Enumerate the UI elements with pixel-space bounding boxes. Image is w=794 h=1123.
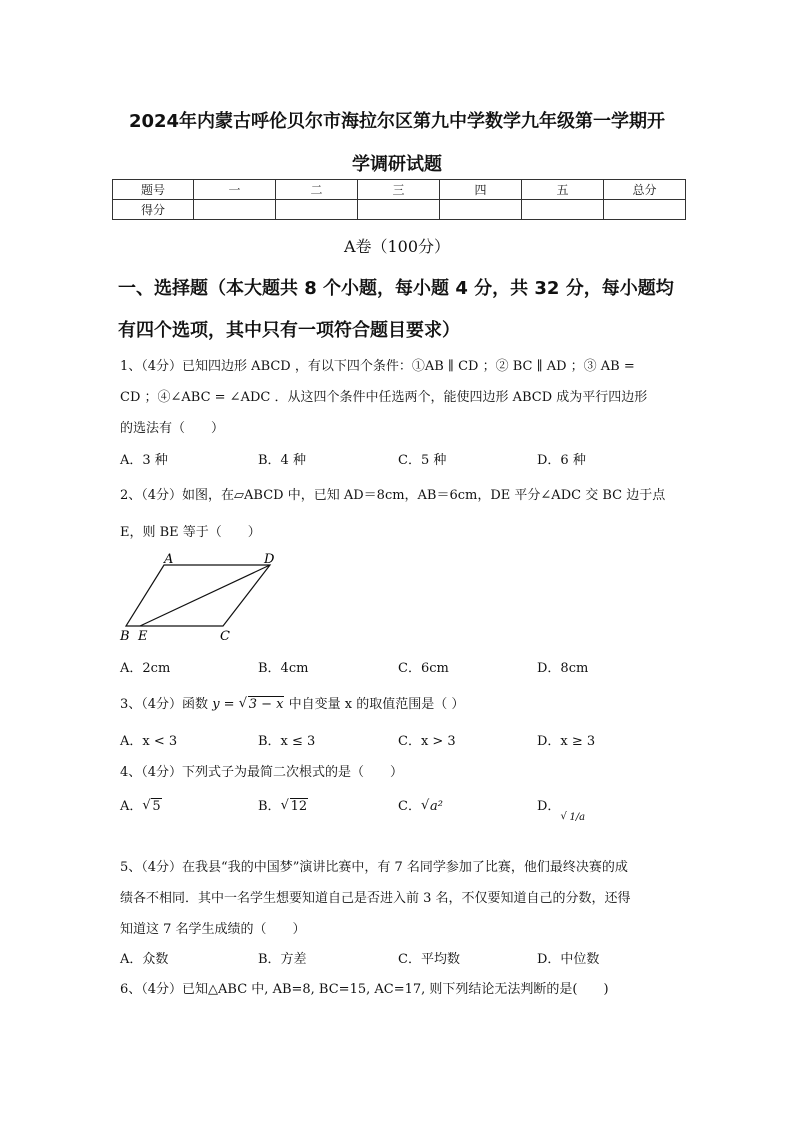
vertex-label-b: B xyxy=(120,629,130,644)
vertex-label-e: E xyxy=(138,629,148,644)
score-table xyxy=(112,179,686,220)
option-c: C．6cm xyxy=(398,661,449,676)
option-c: C．x > 3 xyxy=(398,734,456,749)
vertex-label-d: D xyxy=(264,552,275,567)
table-cell: 二 xyxy=(276,180,358,200)
option-a: A．3 种 xyxy=(120,453,168,468)
table-cell: 四 xyxy=(440,180,522,200)
option-d: D．8cm xyxy=(537,661,589,676)
score-input-cell xyxy=(440,200,522,220)
option-b: B．√ 12 xyxy=(258,795,308,814)
segment-de xyxy=(140,565,270,626)
score-input-cell xyxy=(276,200,358,220)
parallelogram-figure xyxy=(118,550,288,645)
option-b: B．x ≤ 3 xyxy=(258,734,316,749)
option-d: D．中位数 xyxy=(537,952,600,967)
table-cell: 三 xyxy=(358,180,440,200)
question-2-text: E，则 BE 等于（ ） xyxy=(120,525,261,540)
question-5-text: 知道这 7 名学生成绩的（ ） xyxy=(120,922,306,937)
vertex-label-c: C xyxy=(220,629,230,644)
question-3-text xyxy=(120,693,464,712)
question-3-suffix: 中自变量 x 的取值范围是（ ） xyxy=(288,697,465,712)
option-a: A．x < 3 xyxy=(120,734,178,749)
table-cell: 一 xyxy=(194,180,276,200)
option-b: B．方差 xyxy=(258,952,307,967)
question-2-text: 2、（4分）如图，在▱ABCD 中，已知 AD＝8cm，AB＝6cm，DE 平分∠ADC 交 BC 边于点 xyxy=(120,488,666,503)
sqrt-expression: √ 3 − x xyxy=(239,697,285,712)
score-table-header-row xyxy=(113,180,686,200)
section-heading: A卷（100分） xyxy=(343,237,451,256)
sqrt-expression: √ 1/a xyxy=(560,812,585,823)
part-heading: 一、选择题（本大题共 8 个小题，每小题 4 分，共 32 分，每小题均 xyxy=(118,278,674,299)
table-cell: 题号 xyxy=(113,180,194,200)
question-1-text: 1、（4分）已知四边形 ABCD ，有以下四个条件：①AB ∥ CD ；② BC ∥ AD ；③ AB = xyxy=(120,359,635,374)
option-c: C．√ a² xyxy=(398,795,443,814)
question-5-text: 绩各不相同．其中一名学生想要知道自己是否进入前 3 名，不仅要知道自己的分数，还得 xyxy=(120,891,631,906)
option-a: A．众数 xyxy=(120,952,169,967)
page-title-continued: 学调研试题 xyxy=(352,154,442,175)
table-cell: 五 xyxy=(522,180,604,200)
score-input-cell xyxy=(358,200,440,220)
option-a: A．√ 5 xyxy=(120,795,162,814)
option-b: B．4cm xyxy=(258,661,309,676)
sqrt-expression: √ a² xyxy=(421,799,443,814)
page-title: 2024年内蒙古呼伦贝尔市海拉尔区第九中学数学九年级第一学期开 xyxy=(128,111,666,132)
question-4-text: 4、（4分）下列式子为最简二次根式的是（ ） xyxy=(120,765,404,780)
score-input-cell xyxy=(194,200,276,220)
parallelogram-abcd xyxy=(126,565,270,626)
vertex-label-a: A xyxy=(164,552,174,567)
question-6-text: 6、（4分）已知△ABC 中, AB=8, BC=15, AC=17, 则下列结论无法判断的是( ) xyxy=(120,982,609,997)
sqrt-expression: √ 5 xyxy=(142,799,161,814)
score-input-cell xyxy=(522,200,604,220)
question-1-text: 的选法有（ ） xyxy=(120,421,225,436)
question-5-text: 5、（4分）在我县“我的中国梦”演讲比赛中，有 7 名同学参加了比赛，他们最终决赛的成 xyxy=(120,860,628,875)
question-3-prefix: 3、（4分）函数 xyxy=(120,697,209,712)
option-a: A．2cm xyxy=(120,661,171,676)
question-1-text: CD ；④∠ABC = ∠ADC ．从这四个条件中任选两个，能使四边形 ABCD 成为平行四边形 xyxy=(120,390,648,405)
table-cell: 总分 xyxy=(604,180,686,200)
option-d: D．6 种 xyxy=(537,453,586,468)
option-d: D．√ 1/a xyxy=(537,795,585,814)
score-input-cell xyxy=(604,200,686,220)
part-heading-continued: 有四个选项，其中只有一项符合题目要求） xyxy=(118,320,460,341)
function-lhs: y = xyxy=(212,697,235,712)
sqrt-expression: √ 12 xyxy=(281,799,309,814)
table-cell: 得分 xyxy=(113,200,194,220)
option-c: C．平均数 xyxy=(398,952,460,967)
option-c: C．5 种 xyxy=(398,453,447,468)
score-table-score-row xyxy=(113,200,686,220)
option-d: D．x ≥ 3 xyxy=(537,734,596,749)
option-b: B．4 种 xyxy=(258,453,306,468)
